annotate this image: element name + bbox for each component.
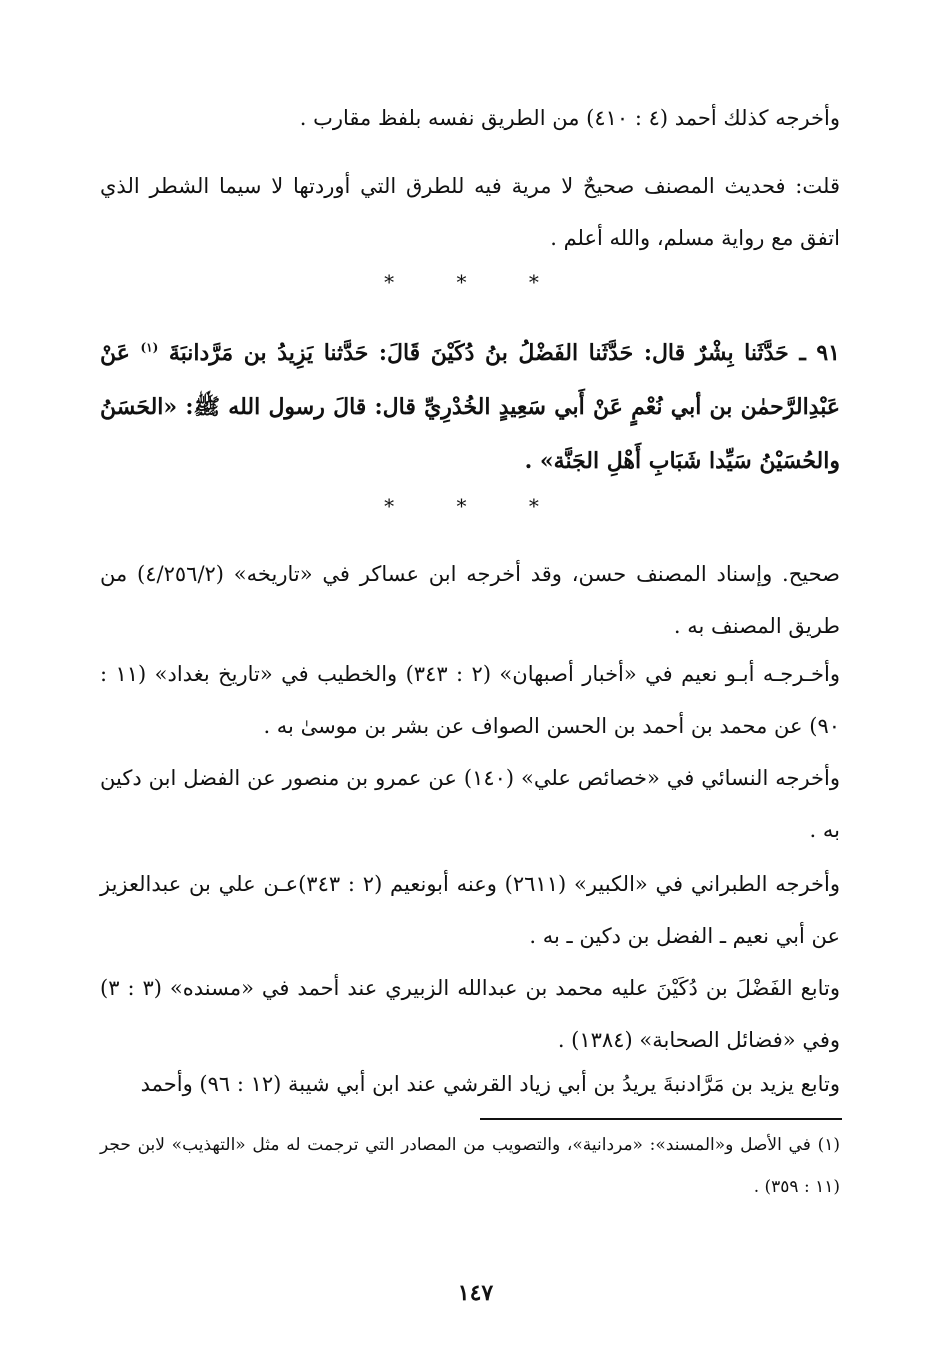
hadith-part-1: ٩١ ـ حَدَّثَنا بِشْرٌ قال: حَدَّثَنا الفَضْلُ بنُ دُكَيْنَ قَالَ: حَدَّثنا يَزِيدُ بن مَرَّدانبَةَ [168, 340, 840, 366]
section-separator-bottom: * * * [384, 494, 567, 518]
paragraph-ibn-abi-shayba: وتابع يزيد بن مَرَّادنبةَ يريدُ بن أبي زياد القرشي عند ابن أبي شيبة (١٢ : ٩٦) وأحمد [140, 1072, 840, 1096]
paragraph-author-comment: قلت: فحديث المصنف صحيحٌ لا مرية فيه للطرق التي أوردتها لا سيما الشطر الذي اتفق مع رواية مسلم، والله أعلم . [100, 174, 840, 250]
footnote-1: (١) في الأصل و«المسند»: «مردانية»، والتصويب من المصادر التي ترجمت له مثل «التهذيب» لابن حجر (١١ : ٣٥٩) . [100, 1135, 840, 1197]
footnote-marker: (١) [140, 340, 159, 355]
paragraph-nasai: وأخرجه النسائي في «خصائص علي» (١٤٠) عن عمرو بن منصور عن الفضل ابن دكين به . [100, 766, 841, 842]
paragraph-zubayri: وتابع الفَضْلَ بن دُكَيْنَ عليه محمد بن عبدالله الزبيري عند أحمد في «مسنده» (٣ : ٣) وفي «فضائل الصحابة» (١٣٨٤) . [100, 976, 840, 1052]
page-number: ١٤٧ [457, 1280, 494, 1306]
footnote-divider [480, 1118, 842, 1120]
hadith-part-2: عَنْ عَبْدِالرَّحمٰن بن أبي نُعْمٍ عَنْ أَبي سَعِيدٍ الخُدْرِيِّ قال: قالَ رسول الله ﷺ: «الحَسَنُ والحُسَيْنُ سَيِّدا شَبَابِ أَهْلِ الجَنَّة» . [100, 340, 840, 474]
hadith-91-text [100, 326, 840, 488]
paragraph-grading: صحيح. وإسناد المصنف حسن، وقد أخرجه ابن عساكر في «تاريخه» (٤/٢٥٦/٢) من طريق المصنف به . [100, 562, 840, 638]
section-separator-top: * * * [384, 270, 567, 294]
paragraph-abu-nuaym: وأخـرجـه أبـو نعيم في «أخبار أصبهان» (٢ : ٣٤٣) والخطيب في «تاريخ بغداد» (١١ : ٩٠) عن محمد بن أحمد بن الحسن الصواف عن بشر بن موسىٰ به . [100, 662, 840, 738]
paragraph-ahmad-reference: وأخرجه كذلك أحمد (٤ : ٤١٠) من الطريق نفسه بلفظ مقارب . [299, 106, 840, 130]
paragraph-tabarani: وأخرجه الطبراني في «الكبير» (٢٦١١) وعنه أبونعيم (٢ : ٣٤٣)عـن علي بن عبدالعزيز عن أبي نعيم ـ الفضل بن دكين ـ به . [100, 872, 840, 948]
